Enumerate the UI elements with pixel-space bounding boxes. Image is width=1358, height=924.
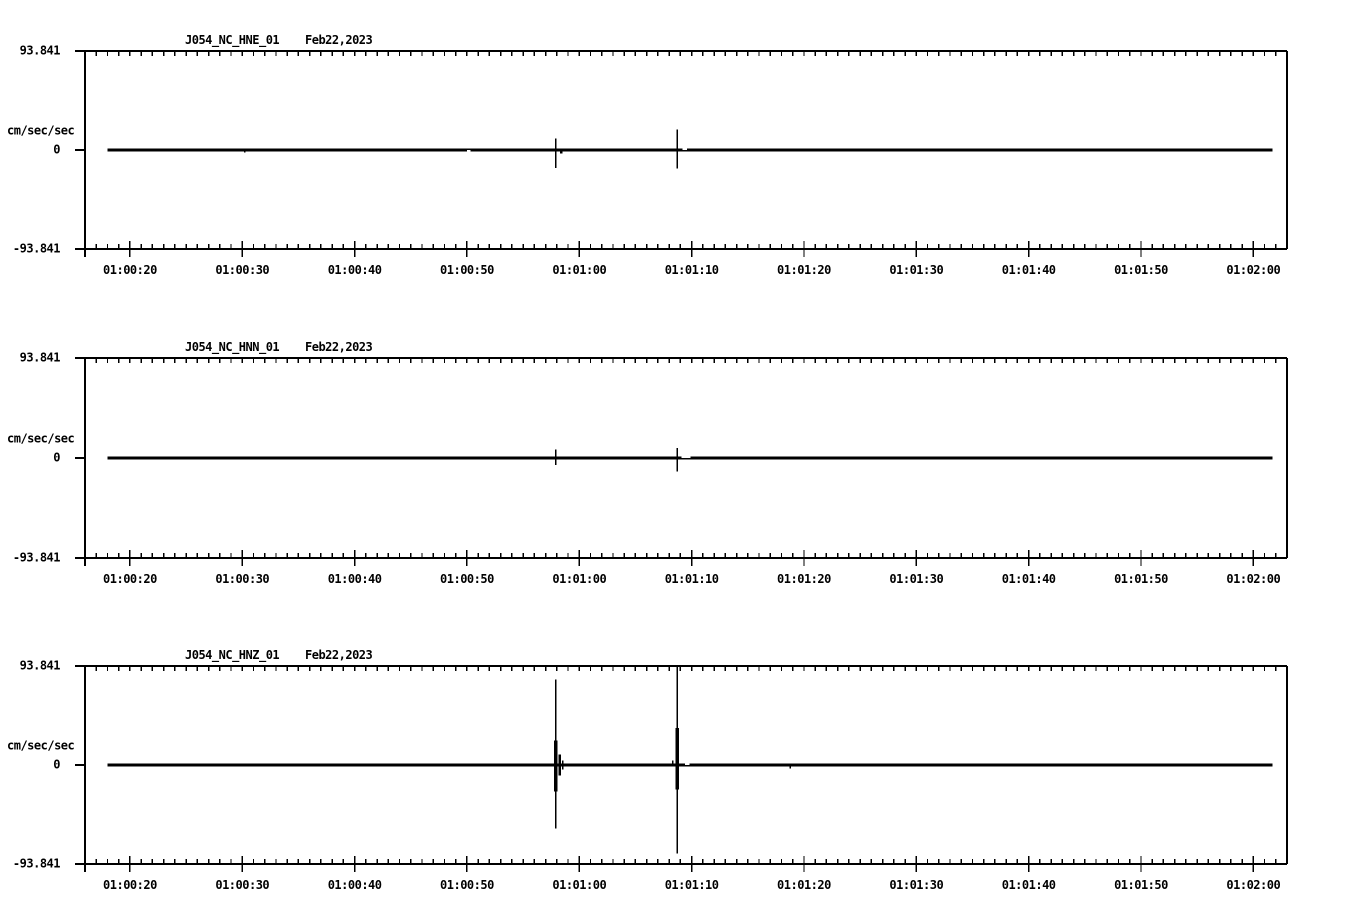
y-max-label: 93.841 [19,658,60,673]
y-max-label: 93.841 [19,350,60,365]
trace-gap [685,763,689,765]
trace-gap [683,148,687,150]
panel-hnn [7,340,1287,586]
x-tick-label: 01:02:00 [1226,878,1281,892]
x-tick-label: 01:00:30 [215,572,270,586]
x-tick-label: 01:00:50 [440,878,494,892]
x-tick-label: 01:00:50 [440,572,494,586]
panel-hnz [7,648,1287,892]
y-min-label: -93.841 [12,856,60,871]
x-tick-label: 01:01:30 [889,572,944,586]
x-tick-label: 01:01:50 [1114,878,1168,892]
y-unit-label: cm/sec/sec [7,431,75,446]
panel-date: Feb22,2023 [305,33,373,47]
y-zero-label: 0 [53,450,60,465]
x-tick-label: 01:00:20 [103,878,157,892]
y-zero-label: 0 [53,757,60,772]
y-zero-label: 0 [53,142,60,157]
x-tick-label: 01:00:30 [215,878,270,892]
panel-hne [7,33,1287,277]
x-tick-label: 01:01:40 [1001,878,1056,892]
x-tick-label: 01:00:20 [103,263,157,277]
panel-date: Feb22,2023 [305,648,373,662]
panel-title: J054_NC_HNN_01 [185,340,280,354]
x-tick-label: 01:01:10 [664,878,719,892]
x-tick-label: 01:02:00 [1226,572,1281,586]
x-tick-label: 01:01:20 [777,878,831,892]
x-tick-label: 01:01:20 [777,572,831,586]
x-tick-label: 01:01:50 [1114,263,1168,277]
y-min-label: -93.841 [12,241,60,256]
trace-gap [682,456,691,458]
x-tick-label: 01:01:50 [1114,572,1168,586]
y-unit-label: cm/sec/sec [7,738,75,753]
x-tick-label: 01:02:00 [1226,263,1281,277]
trace-gap [467,150,470,152]
x-tick-label: 01:00:30 [215,263,270,277]
x-tick-label: 01:00:40 [327,263,382,277]
x-tick-label: 01:01:10 [664,263,719,277]
y-unit-label: cm/sec/sec [7,123,75,138]
y-max-label: 93.841 [19,43,60,58]
y-min-label: -93.841 [12,550,60,565]
x-tick-label: 01:01:00 [552,263,607,277]
x-tick-label: 01:01:20 [777,263,831,277]
x-tick-label: 01:01:40 [1001,263,1056,277]
x-tick-label: 01:01:40 [1001,572,1056,586]
x-tick-label: 01:01:10 [664,572,719,586]
panel-title: J054_NC_HNE_01 [185,33,280,47]
x-tick-label: 01:01:30 [889,263,944,277]
x-tick-label: 01:01:00 [552,572,607,586]
x-tick-label: 01:00:40 [327,572,382,586]
x-tick-label: 01:01:30 [889,878,944,892]
x-tick-label: 01:01:00 [552,878,607,892]
panel-title: J054_NC_HNZ_01 [185,648,280,662]
x-tick-label: 01:00:50 [440,263,494,277]
x-tick-label: 01:00:20 [103,572,157,586]
x-tick-label: 01:00:40 [327,878,382,892]
panel-date: Feb22,2023 [305,340,373,354]
